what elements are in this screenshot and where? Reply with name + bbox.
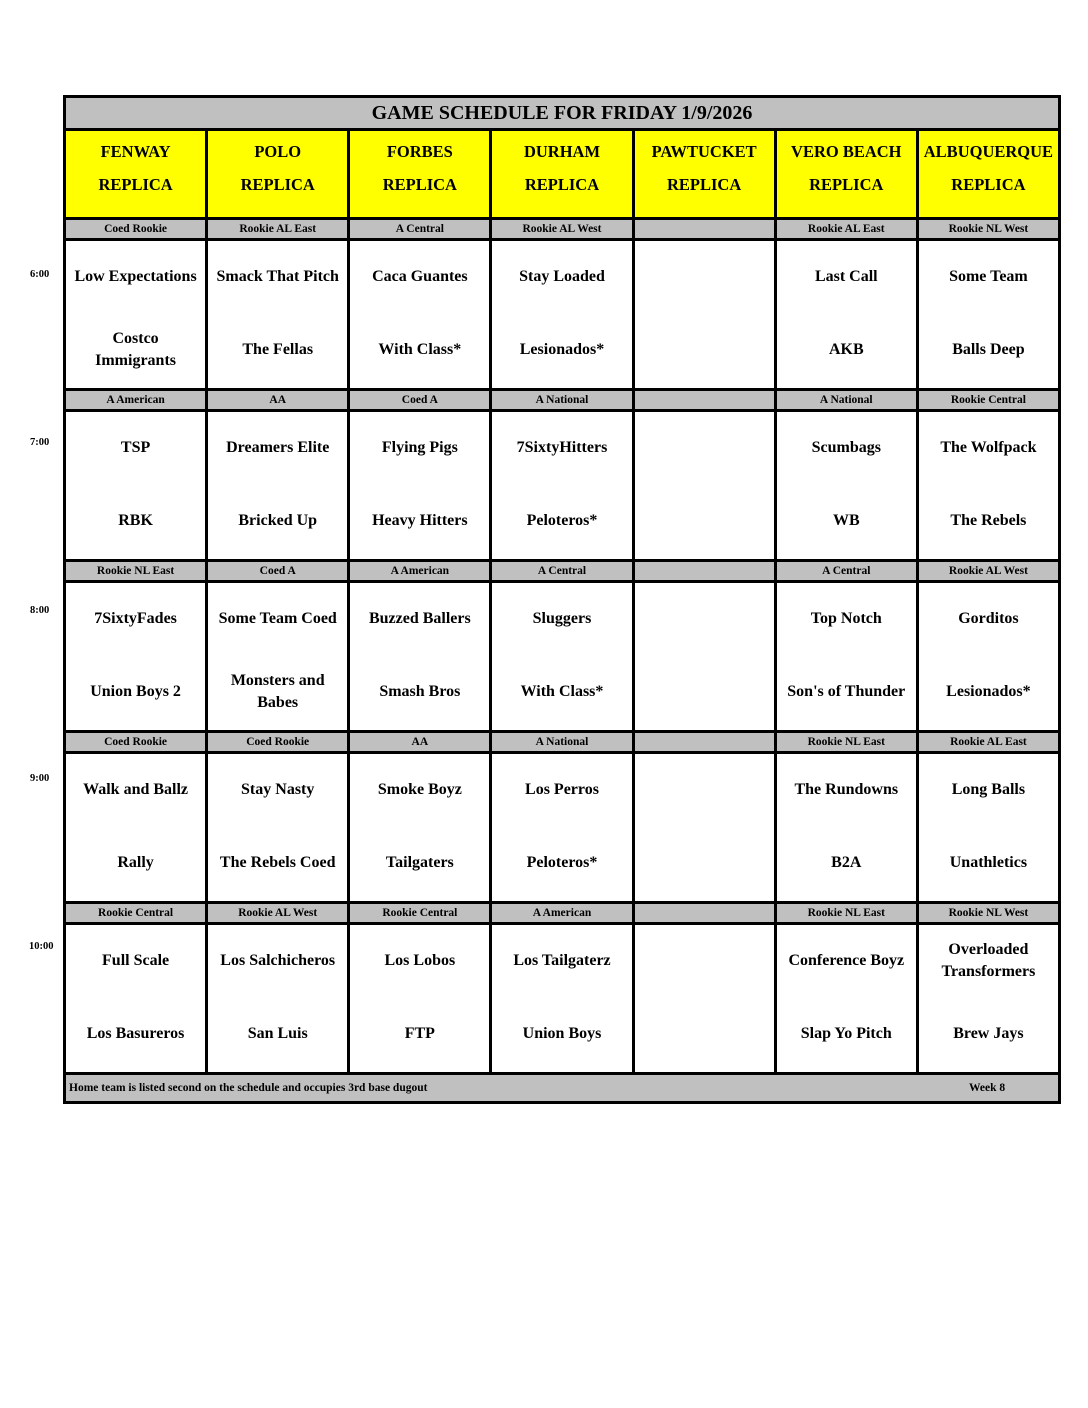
home-team: Slap Yo Pitch [800,1025,892,1042]
field-header-durham [492,131,634,217]
game-row [66,412,1058,562]
division-label [635,220,777,238]
away-team: TSP [120,439,151,456]
division-label: AA [208,391,350,409]
game-cell [208,583,350,730]
game-cell [66,925,208,1072]
field-name: FENWAY [100,142,171,161]
division-label: Coed Rookie [208,733,350,751]
home-team: Brew Jays [953,1025,1024,1042]
home-team: The Rebels Coed [219,854,336,871]
division-label [635,391,777,409]
game-cell [635,583,777,730]
division-label: A American [492,904,634,922]
home-team: Balls Deep [952,341,1025,358]
game-cell [350,412,492,559]
home-team: Rally [117,854,154,871]
division-label: Rookie NL East [777,733,919,751]
away-team: Los Perros [525,781,599,798]
field-name: PAWTUCKET [651,142,757,161]
home-team: Los Basureros [86,1025,185,1042]
schedule-table [63,95,1061,1104]
away-team: Full Scale [102,952,170,969]
field-subtitle: REPLICA [809,175,884,194]
home-team: Heavy Hitters [372,512,468,529]
away-team: Stay Loaded [519,268,605,285]
field-name: VERO BEACH [791,142,902,161]
away-team: Some Team [949,268,1028,285]
away-team: Scumbags [811,439,881,456]
division-label: Rookie AL East [208,220,350,238]
home-team [635,1012,774,1056]
game-row [66,754,1058,904]
home-team: B2A [831,854,862,871]
home-team: Union Boys [522,1025,602,1042]
field-header-forbes [350,131,492,217]
game-row [66,241,1058,391]
away-team [635,939,774,983]
division-label: Rookie Central [350,904,492,922]
away-team: Smoke Boyz [377,781,462,798]
game-row [66,925,1058,1075]
division-label [635,904,777,922]
division-label: Rookie Central [66,904,208,922]
time-label: 7:00 [30,437,50,448]
game-cell [66,583,208,730]
home-team [635,328,774,372]
field-header-polo [208,131,350,217]
division-label: Rookie AL West [919,562,1058,580]
field-name: FORBES [386,142,453,161]
field-name: ALBUQUERQUE [923,142,1054,161]
game-cell [777,754,919,901]
away-team: Caca Guantes [372,268,468,285]
away-team [635,255,774,299]
division-row [66,904,1058,925]
home-team: With Class* [520,683,604,700]
division-label: Rookie Central [919,391,1058,409]
time-label: 6:00 [30,269,50,280]
field-subtitle: REPLICA [951,175,1026,194]
division-label: Coed Rookie [66,733,208,751]
away-team: Last Call [814,268,878,285]
game-cell [777,412,919,559]
away-team: The Wolfpack [940,439,1037,456]
home-team: The Rebels [950,512,1027,529]
time-label: 10:00 [29,941,54,952]
time-slots [66,220,1058,1075]
field-header-row [66,131,1058,220]
away-team [635,426,774,470]
away-team: Los Salchicheros [220,952,336,969]
away-team: Flying Pigs [381,439,458,456]
away-team: Sluggers [532,610,592,627]
division-label: Rookie NL West [919,904,1058,922]
division-row [66,733,1058,754]
home-team: Peloteros* [526,512,598,529]
away-team: Conference Boyz [788,952,905,969]
away-team: Los Tailgaterz [513,952,611,969]
game-cell [350,754,492,901]
division-label: AA [350,733,492,751]
field-name: DURHAM [523,142,601,161]
home-team: RBK [118,512,153,529]
division-label: A National [492,391,634,409]
division-row [66,391,1058,412]
game-row [66,583,1058,733]
home-team: The Fellas [242,341,314,358]
field-name: POLO [254,142,302,161]
division-label [635,562,777,580]
field-subtitle: REPLICA [382,175,457,194]
division-label: A American [350,562,492,580]
game-cell [492,412,634,559]
away-team: Low Expectations [74,268,197,285]
division-label: A National [492,733,634,751]
division-label: Coed A [350,391,492,409]
away-team: Overloaded Transformers [941,941,1036,980]
game-cell [350,925,492,1072]
game-cell [492,241,634,388]
time-label: 9:00 [30,773,50,784]
game-cell [492,754,634,901]
away-team: Top Notch [810,610,882,627]
away-team: The Rundowns [794,781,899,798]
division-label [635,733,777,751]
field-subtitle: REPLICA [98,175,173,194]
game-cell [66,754,208,901]
game-cell [66,241,208,388]
home-team: Lesionados* [946,683,1031,700]
division-label: Rookie AL West [208,904,350,922]
division-label: Rookie NL West [919,220,1058,238]
division-label: Rookie NL East [777,904,919,922]
away-team: 7SixtyFades [94,610,177,627]
away-team [635,597,774,641]
away-team: Walk and Ballz [83,781,189,798]
game-cell [208,412,350,559]
field-header-fenway [66,131,208,217]
field-subtitle: REPLICA [240,175,315,194]
time-label: 8:00 [30,605,50,616]
away-team: Some Team Coed [218,610,337,627]
away-team [635,768,774,812]
home-team: San Luis [247,1025,308,1042]
home-team: Monsters and Babes [230,672,325,711]
division-label: A Central [350,220,492,238]
away-team: Stay Nasty [241,781,315,798]
game-cell [777,925,919,1072]
division-label: Rookie NL East [66,562,208,580]
home-team: Union Boys 2 [90,683,181,700]
away-team: Long Balls [951,781,1026,798]
home-team: FTP [404,1025,435,1042]
footer-note: Home team is listed second on the schedule and occupies 3rd base dugout [69,1082,428,1094]
home-team: Son's of Thunder [787,683,906,700]
home-team: Unathletics [949,854,1028,871]
field-header-albuquerque [919,131,1058,217]
home-team [635,841,774,885]
away-team: Smack That Pitch [216,268,339,285]
home-team: Bricked Up [238,512,318,529]
game-cell [919,583,1058,730]
game-cell [208,925,350,1072]
game-cell [919,241,1058,388]
field-header-pawtucket [635,131,777,217]
game-cell [635,925,777,1072]
division-label: A Central [777,562,919,580]
game-cell [350,241,492,388]
field-subtitle: REPLICA [667,175,742,194]
game-cell [635,412,777,559]
division-label: Coed A [208,562,350,580]
game-cell [919,754,1058,901]
game-cell [635,754,777,901]
home-team [635,670,774,714]
away-team: Los Lobos [384,952,456,969]
home-team: Costco Immigrants [95,330,177,369]
week-label: Week 8 [969,1082,1006,1094]
division-label: Coed Rookie [66,220,208,238]
home-team: WB [832,512,860,529]
home-team: Tailgaters [385,854,454,871]
game-cell [919,412,1058,559]
game-cell [492,925,634,1072]
game-cell [350,583,492,730]
division-label: A National [777,391,919,409]
game-cell [635,241,777,388]
division-row [66,220,1058,241]
game-cell [777,241,919,388]
field-subtitle: REPLICA [524,175,600,194]
away-team: Gorditos [958,610,1019,627]
home-team: Lesionados* [519,341,605,358]
schedule-title: GAME SCHEDULE FOR FRIDAY 1/9/2026 [66,98,1058,131]
schedule-footer [66,1075,1058,1101]
game-cell [777,583,919,730]
game-cell [492,583,634,730]
division-label: Rookie AL West [492,220,634,238]
game-cell [208,754,350,901]
home-team: With Class* [378,341,462,358]
division-label: A Central [492,562,634,580]
division-label: Rookie AL East [777,220,919,238]
away-team: Dreamers Elite [226,439,330,456]
home-team: AKB [828,341,864,358]
division-label: Rookie AL East [919,733,1058,751]
home-team [635,499,774,543]
field-header-vero-beach [777,131,919,217]
home-team: Smash Bros [379,683,461,700]
away-team: Buzzed Ballers [368,610,471,627]
division-row [66,562,1058,583]
away-team: 7SixtyHitters [516,439,608,456]
home-team: Peloteros* [526,854,598,871]
game-cell [919,925,1058,1072]
game-cell [66,412,208,559]
division-label: A American [66,391,208,409]
game-cell [208,241,350,388]
